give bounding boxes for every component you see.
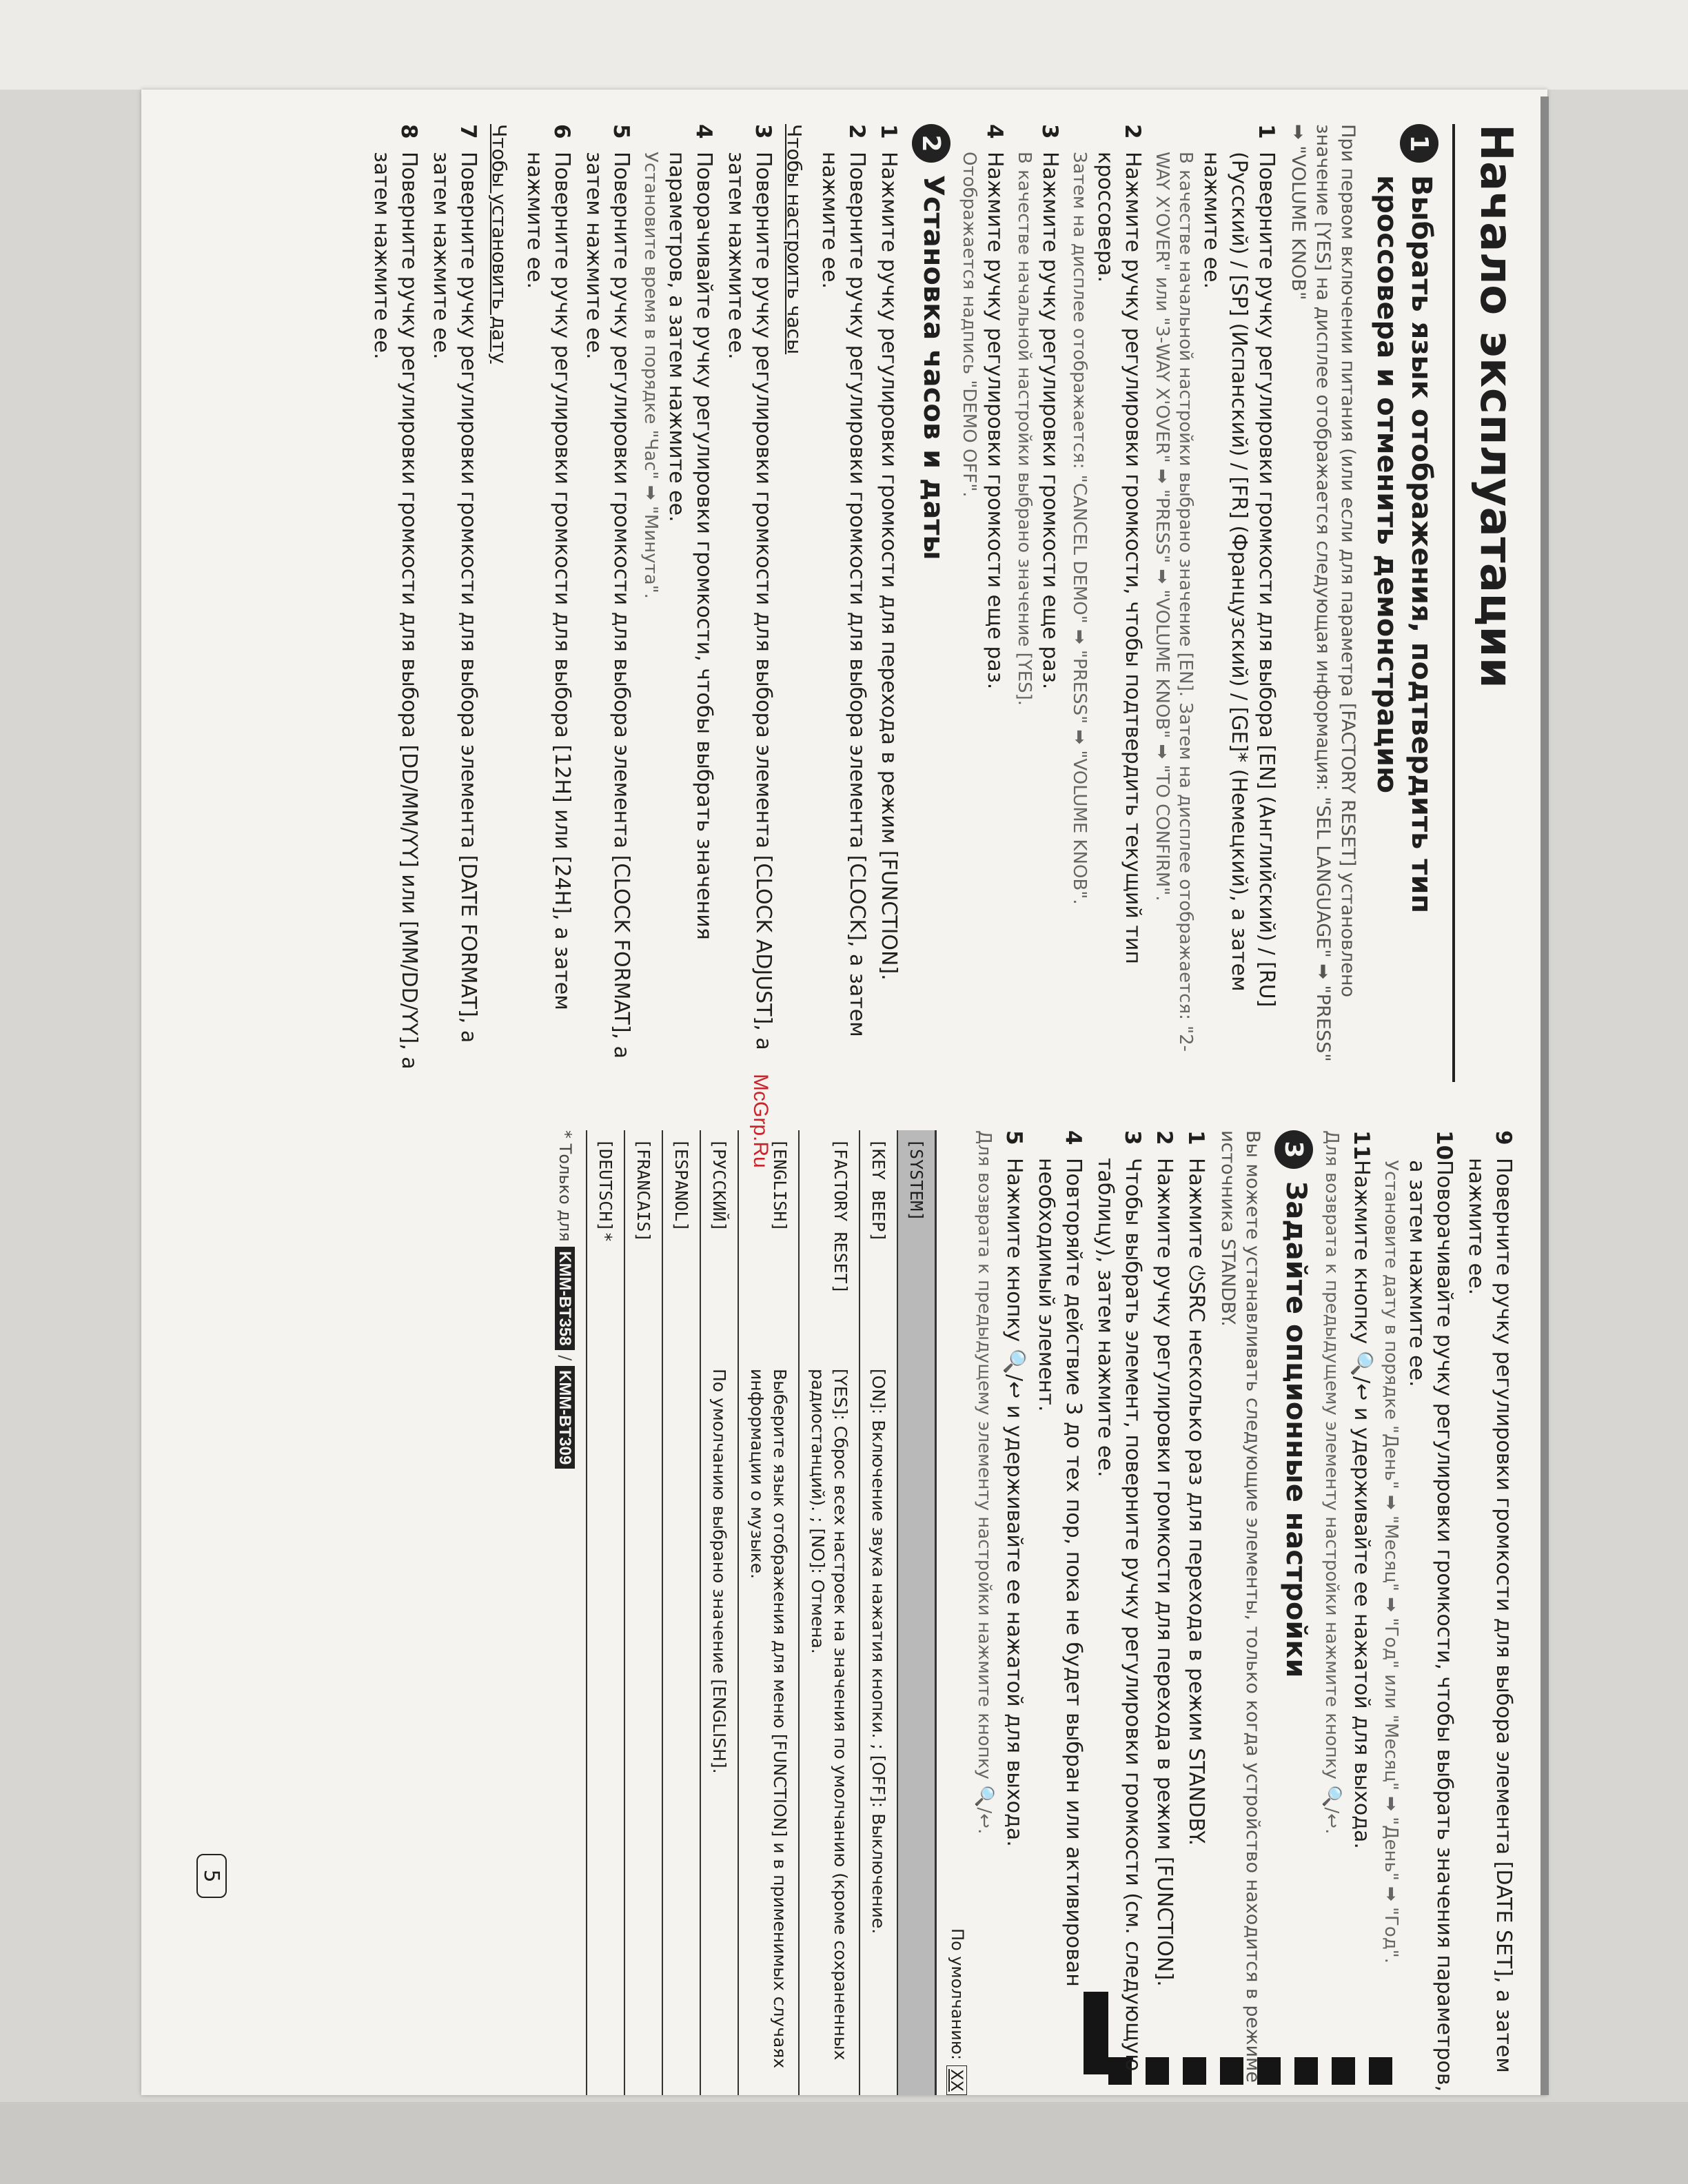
step-text: Поверните ручку регулировки громкости для выбора [12H] или [24H], а затем нажмите ее. [522,152,574,1010]
section-1-title: Выбрать язык отображения, подтвердить тип кроссовера и отменить демонстрацию [1371,175,1437,914]
date-steps [367,124,482,1082]
step-number: 2 [1120,124,1145,139]
step-body [1068,152,1146,1082]
step-item [1348,1130,1375,2095]
step-item [957,124,1008,1082]
section-2-number: 2 [912,124,950,163]
step-number: 4 [691,124,716,139]
step-number: 1 [1183,1130,1208,1145]
step-body [639,152,718,1082]
step-item [520,124,576,1082]
default-label: По умолчанию: [948,1928,967,2061]
step-item [1032,1130,1087,2095]
step-note: В качестве начальной настройки выбрано значение [EN]. Затем на дисплее отображается: "2-WAY X'OVER" или "3-WAY X'OVER" ➡ "PRESS" ➡ "VOLUME KNOB" ➡ "TO CONFIRM". [1152,152,1196,1052]
model-badge-1: KMM-BT358 [555,1247,575,1349]
step-item [722,124,777,1082]
step-number: 2 [1152,1130,1177,1145]
settings-desc: [ON]: Включение звука нажатия кнопки. ; [OFF]: Выключение. [860,1360,897,2095]
step-body [1150,152,1280,1082]
step-body [815,152,871,1082]
page-number: 5 [196,1854,227,1898]
section-2-header [912,124,950,1082]
left-column [184,124,1521,1082]
settings-desc: Выберите язык отображения для меню [FUNCTION] и в применимых случаях информации о музыке. [738,1360,799,2095]
step-text: Поверните ручку регулировки громкости для выбора [DD/MM/YY] или [MM/DD/YY], а затем нажмите ее. [369,152,421,1070]
step-item [1013,124,1064,1082]
clock-steps [520,124,777,1082]
step-text: Нажмите ⏻SRC несколько раз для перехода в режим STANDBY. [1184,1158,1208,1846]
step-body [520,152,576,1082]
step-text: Нажмите ручку регулировки громкости еще раз. [1038,152,1062,690]
step-body [1182,1158,1210,2095]
step-text: Нажмите ручку регулировки громкости, чтобы подтвердить текущий тип кроссовера. [1093,152,1145,964]
settings-row [700,1130,738,2095]
step-text: Поворачивайте ручку регулировки громкости, чтобы выбрать значения параметров, а затем нажмите ее. [664,152,716,940]
settings-key: [ESPANOL] [662,1130,700,1360]
settings-row [662,1130,700,2095]
step-body [1150,1158,1178,2095]
rotated-content [163,90,1549,2102]
step-text: Поверните ручку регулировки громкости для выбора элемента [CLOCK FORMAT], а затем нажмите ее. [582,152,633,1059]
step-number: 7 [456,124,480,139]
step-number: 10 [1432,1130,1456,1161]
default-legend [946,1130,967,2095]
model-separator: / [556,1355,575,1361]
section-2-back-note: Для возврата к предыдущему элементу настройки нажмите кнопку 🔍/↩. [1321,1130,1342,1835]
step-body [1348,1160,1375,2095]
step-number: 3 [1037,124,1062,139]
step-number: 4 [1061,1130,1086,1145]
title-rule [1452,124,1455,1082]
date-steps-continued [1348,1130,1517,2095]
section-3-number: 3 [1274,1130,1313,1169]
settings-rows [587,1130,897,2095]
step-text: Поверните ручку регулировки громкости для выбора элемента [CLOCK ADJUST], а затем нажмите ее. [724,152,775,1050]
section-3-intro: Вы можете устанавливать следующие элементы, только когда устройство находится в режиме источника STANDBY. [1217,1130,1263,2083]
step-number: 3 [751,124,775,139]
step-number: 2 [844,124,869,139]
step-body [367,152,423,1082]
settings-row [587,1130,624,2095]
clock-subheading: Чтобы настроить часы [783,124,806,355]
settings-row [738,1130,799,2095]
settings-key: [FACTORY RESET] [799,1130,860,1360]
step-body [1379,1160,1458,2095]
step-note: Отображается надпись "DEMO OFF". [959,152,979,498]
step-note: В качестве начальной настройки выбрано значение [YES]. [1014,152,1035,706]
step-item [1182,1130,1210,2095]
step-item [367,124,423,1082]
section-3-steps [1000,1130,1210,2095]
step-number: 3 [1120,1130,1145,1145]
step-body [957,152,1008,1082]
settings-key: [ENGLISH] [738,1130,799,1360]
right-column [184,1130,1521,2095]
step-number: 5 [609,124,633,139]
step-note: Установите время в порядке "Час" ➡ "Минута". [640,152,661,599]
settings-key: [KEY BEEP] [860,1130,897,1360]
step-item [815,124,871,1082]
settings-table [586,1130,937,2095]
step-item [639,124,718,1082]
settings-key: [FRANCAIS] [624,1130,662,1360]
section-2-title: Установка часов и даты [917,175,949,560]
model-footnote [555,1130,575,2095]
section-3-header [1274,1130,1313,2095]
settings-desc [662,1360,700,2095]
step-body [1462,1158,1517,2095]
step-item [1150,124,1280,1082]
step-body [722,152,777,1082]
step-body [427,152,482,1082]
step-body [875,152,902,1082]
step-item [1379,1130,1458,2095]
step-item [1068,124,1146,1082]
step-number: 5 [1001,1130,1026,1145]
step-note: Установите дату в порядке "День" ➡ "Месяц" ➡ "Год" или "Месяц" ➡ "День" ➡ "Год". [1381,1160,1401,1964]
step-text: Поверните ручку регулировки громкости для выбора элемента [DATE SET], а затем нажмите ее. [1464,1158,1516,2073]
step-number: 6 [549,124,574,139]
step-body [1091,1158,1146,2095]
step-text: Нажмите ручку регулировки громкости еще раз. [983,152,1007,690]
settings-desc: [YES]: Сброс всех настроек на значения по умолчанию (кроме сохраненных радиостанций). ; [NO]: Отмена. [799,1360,860,2095]
step-number: 1 [1254,124,1279,139]
settings-desc: По умолчанию выбрано значение [ENGLISH]. [700,1360,738,2095]
settings-header-row [897,1130,936,2095]
section-1-steps [957,124,1280,1082]
step-item [1462,1130,1517,2095]
step-number: 9 [1491,1130,1516,1145]
step-text: Поверните ручку регулировки громкости для выбора элемента [CLOCK], а затем нажмите ее. [817,152,869,1037]
step-number: 8 [396,124,421,139]
step-body [1000,1158,1028,2095]
settings-row [799,1130,860,2095]
settings-header: [SYSTEM] [897,1130,936,2095]
settings-row [624,1130,662,2095]
step-text: Нажмите ручку регулировки громкости для перехода в режим [FUNCTION]. [877,152,901,981]
step-body [1013,152,1064,1082]
step-text: Поверните ручку регулировки громкости для выбора элемента [DATE FORMAT], а затем нажмите ее. [429,152,480,1043]
step-number: 4 [982,124,1007,139]
section-3-back-note: Для возврата к предыдущему элементу настройки нажмите кнопку 🔍/↩. [974,1130,995,1835]
settings-desc [587,1360,624,2095]
model-badge-2: KMM-BT309 [555,1366,575,1469]
step-body [580,152,635,1082]
step-text: Нажмите кнопку 🔍/↩ и удерживайте ее нажатой для выхода. [1350,1160,1374,1849]
default-value: XX [946,2065,967,2095]
section-1-number: 1 [1400,124,1438,163]
step-note: Затем на дисплее отображается: "CANCEL DEMO" ➡ "PRESS" ➡ "VOLUME KNOB". [1069,152,1090,905]
step-item [427,124,482,1082]
settings-desc [624,1360,662,2095]
step-item [1000,1130,1028,2095]
step-body [1032,1158,1087,2095]
section-1-header [1370,124,1438,1082]
step-number: 1 [876,124,901,139]
step-text: Нажмите кнопку 🔍/↩ и удерживайте ее нажатой для выхода. [1002,1158,1026,1847]
step-text: Чтобы выбрать элемент, поверните ручку регулировки громкости (см. следующую таблицу), затем нажмите ее. [1093,1158,1145,2072]
footnote-prefix: * Только для [556,1130,575,1242]
step-text: Поверните ручку регулировки громкости для выбора [EN] (Английский) / [RU] (Русский) / [SP] (Испанский) / [FR] (Французский) / [GE]* (Немецкий), а затем нажмите ее. [1199,152,1279,1008]
step-item [580,124,635,1082]
step-number: 11 [1349,1130,1374,1161]
section-3-title: Задайте опционные настройки [1280,1181,1312,1678]
step-item [1091,1130,1146,2095]
section-1-intro: При первом включении питания (или если для параметра [FACTORY RESET] установлено значение [YES] на дисплее отображается следующая информация: "SEL LANGUAGE" ➡ "PRESS" ➡ "VOLUME KNOB" [1288,124,1359,1062]
settings-key: [РУССКИЙ] [700,1130,738,1360]
background-bottom [0,2102,1688,2184]
step-text: Повторяйте действие 3 до тех пор, пока не будет выбран или активирован необходимый элемент. [1034,1158,1086,1987]
background-top [0,0,1688,90]
step-item [875,124,902,1082]
settings-row [860,1130,897,2095]
section-2-steps [815,124,902,1082]
page-title: Начало эксплуатации [1470,124,1521,689]
step-item [1150,1130,1178,2095]
date-subheading: Чтобы установить дату [488,124,511,364]
step-text: Поворачивайте ручку регулировки громкости, чтобы выбрать значения параметров, а затем нажмите ее. [1405,1160,1456,2092]
step-text: Нажмите ручку регулировки громкости для перехода в режим [FUNCTION]. [1152,1158,1177,1987]
settings-key: [DEUTSCH]* [587,1130,624,1360]
watermark: McGrp.Ru [749,1074,772,1168]
